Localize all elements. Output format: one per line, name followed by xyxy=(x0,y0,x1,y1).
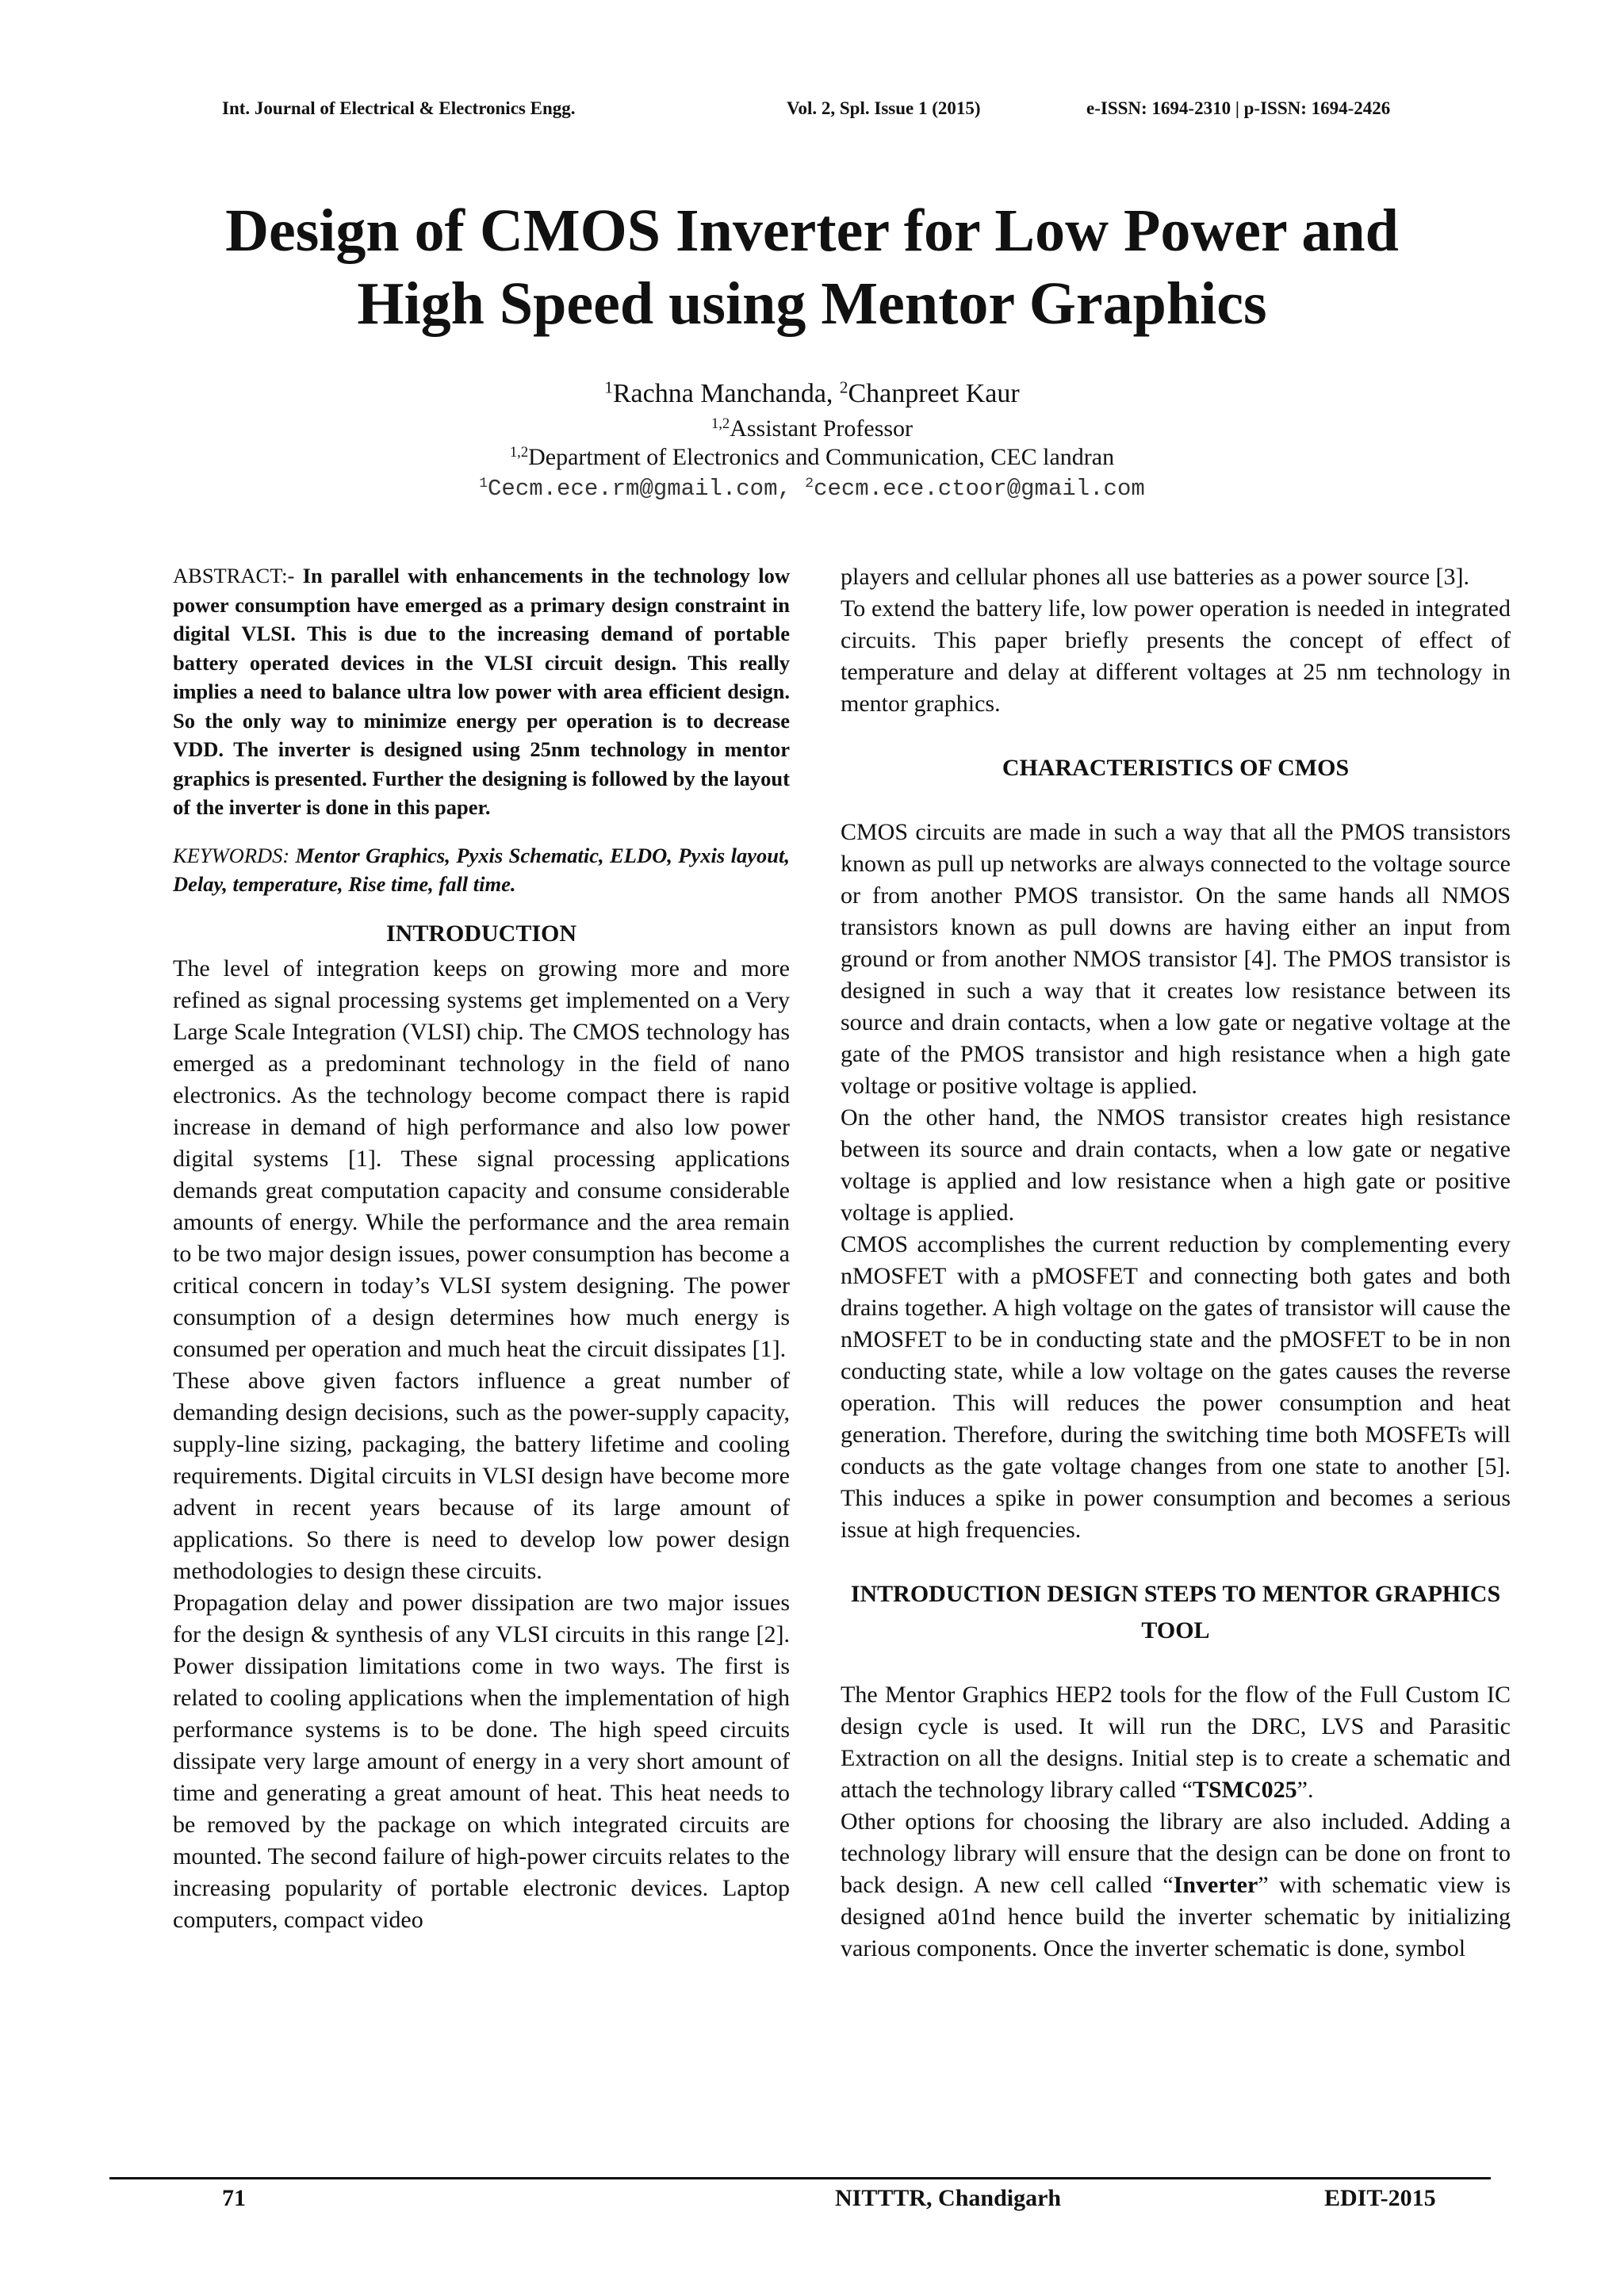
email-2-sup: 2 xyxy=(805,476,814,492)
page-number: 71 xyxy=(222,2185,246,2211)
tsmc-library-name: TSMC025 xyxy=(1192,1777,1297,1803)
footer-institution: NITTTR, Chandigarh xyxy=(835,2185,1062,2211)
title-line-2: High Speed using Mentor Graphics xyxy=(357,270,1267,337)
author-emails xyxy=(0,476,1624,502)
email-1: Cecm.ece.rm@gmail.com, xyxy=(488,476,806,502)
footer-rule xyxy=(109,2177,1491,2179)
intro-paragraph-2: These above given factors influence a great number of demanding design decisions, such as the power-supply capacity, supply-line sizing, packaging, the battery lifetime and cooling requirements. Digital circuits in VLSI design have become more advent in recent years because of its large amount of applications. So there is need to develop low power design methodologies to design these circuits. xyxy=(173,1367,790,1584)
steps-paragraph-1 xyxy=(841,1679,1511,1806)
author-line xyxy=(0,379,1624,409)
author-2-sup: 2 xyxy=(839,377,848,397)
abstract-label: ABSTRACT:- xyxy=(173,564,303,587)
cmos-paragraph-3: CMOS accomplishes the current reduction by complementing every nMOSFET with a pMOSFET and connecting both gates and both drains together. A high voltage on the gates of transistor will cause the nMOSFET to be in conducting state and the pMOSFET to be in non conducting state, while a low voltage on the gates causes the reverse operation. This will reduces the power consumption and heat generation. Therefore, during the switching time both MOSFETs will conducts as the gate voltage changes from one state to another [5]. This induces a spike in power consumption and becomes a serious issue at high frequencies. xyxy=(841,1231,1511,1543)
dept-sup: 1,2 xyxy=(509,443,529,461)
keywords xyxy=(173,841,790,899)
tsmc-open-quote: “ xyxy=(1182,1777,1193,1803)
tsmc-close: ”. xyxy=(1297,1777,1314,1803)
journal-name: Int. Journal of Electrical & Electronics Engg. xyxy=(222,98,576,118)
steps-paragraph-2-end: ” with schematic view is designed a01nd hence build the inverter schematic by initializing various components. Once the inverter schematic is done, symbol xyxy=(841,1872,1511,1961)
dept-text: Department of Electronics and Communication, CEC landran xyxy=(528,444,1115,470)
steps-paragraph-2 xyxy=(841,1806,1511,1965)
paper-title xyxy=(0,194,1624,340)
introduction-heading: INTRODUCTION xyxy=(385,920,577,947)
right-column xyxy=(841,561,1511,1965)
cmos-paragraph-2: On the other hand, the NMOS transistor creates high resistance between its source and drain contacts, when a low gate or negative voltage is applied and low resistance when a high gate or positive voltage is applied. xyxy=(841,1104,1511,1226)
author-affiliation xyxy=(0,444,1624,471)
author-role xyxy=(0,415,1624,442)
inverter-cell-name: Inverter xyxy=(1173,1872,1258,1898)
cmos-paragraph-1: CMOS circuits are made in such a way that all the PMOS transistors known as pull up networks are always connected to the voltage source or from another PMOS transistor. On the same hands all NMOS transistors known as pull downs are having either an input from ground or from another NMOS transistor [4]. The PMOS transistor is designed in such a way that it creates low resistance between its source and drain contacts, when a low gate or negative voltage at the gate of the PMOS transistor and high resistance when a high gate voltage or positive voltage is applied. xyxy=(841,819,1511,1099)
intro-paragraph-1: The level of integration keeps on growing more and more refined as signal processing systems get implemented on a Very Large Scale Integration (VLSI) chip. The CMOS technology has emerged as a predominant technology in the field of nano electronics. As the technology become compact there is rapid increase in demand of high performance and also low power digital systems [1]. These signal processing applications demands great computation capacity and consume considerable amounts of energy. While the performance and the area remain to be two major design issues, power consumption has become a critical concern in today’s VLSI system designing. The power consumption of a design determines how much energy is consumed per operation and much heat the circuit dissipates [1]. xyxy=(173,955,790,1362)
author-1: Rachna Manchanda, xyxy=(612,379,840,408)
intro-paragraph-3: Propagation delay and power dissipation are two major issues for the design & synthesis of any VLSI circuits in this range [2]. Power dissipation limitations come in two ways. The first is related to cooling applications when the implementation of high performance systems is to be done. The high speed circuits dissipate very large amount of energy in a very short amount of time and generating a great amount of heat. This heat needs to be removed by the package on which integrated circuits are mounted. The second failure of high-power circuits relates to the increasing popularity of portable electronic devices. Laptop computers, compact video xyxy=(173,1589,790,1933)
role-sup: 1,2 xyxy=(710,415,730,432)
author-2: Chanpreet Kaur xyxy=(848,379,1020,408)
issn-info: e-ISSN: 1694-2310 | p-ISSN: 1694-2426 xyxy=(1086,98,1391,118)
steps-paragraph-1-text: The Mentor Graphics HEP2 tools for the flow of the Full Custom IC design cycle is used. It will run the DRC, LVS and Parasitic Extraction on all the designs. Initial step is to create a schematic and attach the technology library called xyxy=(841,1682,1511,1803)
email-2: cecm.ece.ctoor@gmail.com xyxy=(814,476,1145,502)
abstract-text: In parallel with enhancements in the technology low power consumption have emerged as a primary design constraint in digital VLSI. This is due to the increasing demand of portable battery operated devices in the VLSI circuit design. This really implies a need to balance ultra low power with area efficient design. So the only way to minimize energy per operation is to decrease VDD. The inverter is designed using 25nm technology in mentor graphics is presented. Further the designing is followed by the layout of the inverter is done in this paper. xyxy=(173,564,791,819)
abstract xyxy=(173,561,790,822)
title-line-1: Design of CMOS Inverter for Low Power and xyxy=(225,197,1399,264)
right-paragraph-1: players and cellular phones all use batteries as a power source [3]. xyxy=(841,564,1470,590)
email-1-sup: 1 xyxy=(479,476,488,492)
inverter-open-quote: “ xyxy=(1162,1872,1174,1898)
author-1-sup: 1 xyxy=(604,377,613,397)
volume-info: Vol. 2, Spl. Issue 1 (2015) xyxy=(787,98,981,118)
steps-paragraph-2-text: Other options for choosing the library are also included. Adding a technology library will ensure that the design can be done on front to back design. A new cell called xyxy=(841,1808,1511,1898)
keywords-text: Mentor Graphics, Pyxis Schematic, ELDO, Pyxis layout, Delay, temperature, Rise time, fall time. xyxy=(173,843,790,896)
cmos-heading: CHARACTERISTICS OF CMOS xyxy=(1002,755,1350,781)
left-column xyxy=(173,561,790,1936)
role-text: Assistant Professor xyxy=(730,415,914,442)
footer-edition: EDIT-2015 xyxy=(1324,2185,1436,2211)
keywords-label: KEYWORDS: xyxy=(173,843,296,867)
right-paragraph-2: To extend the battery life, low power operation is needed in integrated circuits. This paper briefly presents the concept of effect of temperature and delay at different voltages at 25 nm technology in mentor graphics. xyxy=(841,595,1511,717)
design-steps-heading: INTRODUCTION DESIGN STEPS TO MENTOR GRAPHICS TOOL xyxy=(850,1581,1501,1644)
